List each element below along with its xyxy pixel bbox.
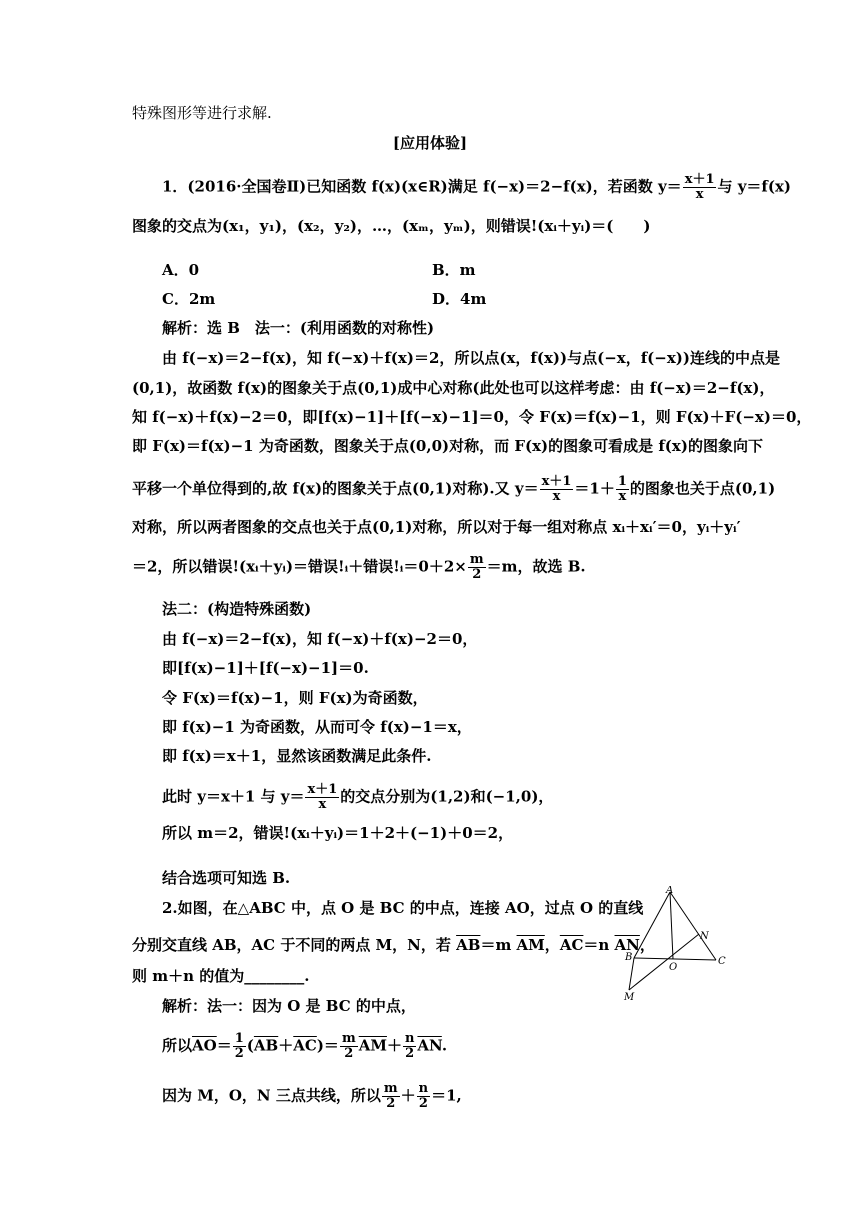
p2s3-a: 因为 M，O，N 三点共线，所以 [162,1086,381,1105]
m26-frac-den: x [318,797,327,812]
problem2-solution-line3 [162,1082,462,1111]
vector-ac-2: $\overline{AC}$ [293,1036,317,1055]
edge-bc [634,958,716,960]
method2-line5: 即 f(x)＝x＋1，显然该函数满足此条件. [162,747,432,765]
p2s3-c: ＝1, [431,1086,462,1105]
label-b: B [625,952,633,963]
p2s3-f2-den: 2 [418,1096,428,1111]
problem1-statement-line2: 图象的交点为(x₁，y₁)，(x₂，y₂)，…，(xₘ，yₘ)，则错误!(xᵢ＋yᵢ)＝( ) [132,217,651,235]
label-m: M [624,992,635,1003]
m26-post: 的交点分别为(1,2)和(−1,0)， [340,787,554,806]
vector-an-2: $\overline{AN}$ [417,1036,442,1055]
s7-frac-num: m [469,552,484,567]
p2s2-a: 所以 [162,1036,193,1055]
problem2-line1: 2.如图，在△ABC 中，点 O 是 BC 的中点，连接 AO，过点 O 的直线 [162,899,644,917]
label-c: C [718,956,726,967]
p2s2-c: ( [246,1036,254,1055]
s5-post: 的图象也关于点(0,1) [629,479,776,498]
p2s2-fraction1 [233,1032,246,1061]
triangle-figure [612,886,732,1006]
solution-line1: 由 f(−x)＝2−f(x)，知 f(−x)＋f(x)＝2，所以点(x，f(x))与点(−x，f(−x))连线的中点是 [162,349,780,367]
method2-line2: 即[f(x)−1]＋[f(−x)−1]＝0. [162,659,369,677]
method2-heading: 法二：(构造特殊函数) [162,600,312,618]
p2s3-fraction1 [382,1082,400,1111]
problem2-line2 [132,935,655,955]
p2-l2-d: ＝n [583,936,615,954]
p2s2-f1-num: 1 [234,1031,244,1046]
m26-fraction [305,783,339,812]
s5-frac2-num: 1 [617,474,627,489]
label-a: A [666,886,674,896]
p2s3-b: ＋ [400,1086,416,1105]
s5-frac1-den: x [552,489,561,504]
vector-ao: $\overline{AO}$ [192,1036,217,1055]
method2-line4: 即 f(x)−1 为奇函数，从而可令 f(x)−1＝x， [162,718,472,736]
p2-l2-a: 分别交直线 AB，AC 于不同的两点 M，N，若 [132,936,457,954]
s5-fraction1 [540,475,574,504]
p2s2-fraction3 [403,1032,416,1061]
label-n: N [700,931,709,942]
solution-line5 [132,475,775,504]
p1-l1-pre: 1．(2016·全国卷Ⅱ)已知函数 f(x)(x∈R)满足 f(−x)＝2−f(x)，若函数 y＝ [162,177,682,196]
m26-frac-num: x＋1 [307,782,338,797]
vector-an: $\overline{AN}$ [614,936,640,954]
p2s3-f1-num: m [383,1081,398,1096]
edge-ac [670,892,716,960]
s5-mid: ＝1＋ [574,479,615,498]
p2-l2-e: ， [639,936,655,954]
solution-line2: (0,1)，故函数 f(x)的图象关于点(0,1)成中心对称(此处也可以这样考虑：由 f(−x)＝2−f(x)， [132,379,775,397]
p1-fraction [683,173,717,202]
p2s2-f3-num: n [404,1031,415,1046]
p2s2-f2-den: 2 [344,1046,354,1061]
vector-ab: $\overline{AB}$ [456,936,481,954]
solution-line7 [132,553,586,582]
p2s2-fraction2 [340,1032,358,1061]
intro-line: 特殊图形等进行求解. [132,104,272,122]
s7-fraction [468,553,486,582]
p2s2-h: . [441,1036,448,1055]
s5-frac2-den: x [618,489,627,504]
option-a: A．0 [162,261,200,279]
p1-l1-post: 与 y＝f(x) [717,177,792,196]
problem2-line3: 则 m＋n 的值为________. [132,967,310,985]
p2-l2-b: ＝m [480,936,517,954]
p2s2-f1-den: 2 [234,1046,244,1061]
p1-frac-den: x [695,187,704,202]
solution-heading: 解析：选 B 法一：(利用函数的对称性) [162,319,435,337]
method2-line1: 由 f(−x)＝2−f(x)，知 f(−x)＋f(x)−2＝0， [162,630,478,648]
p2s3-f2-num: n [418,1081,429,1096]
solution-line4: 即 F(x)＝f(x)−1 为奇函数，图象关于点(0,0)对称，而 F(x)的图象可看成是 f(x)的图象向下 [132,437,763,455]
segment-ao [670,892,673,959]
method2-line7: 所以 m＝2，错误!(xᵢ＋yᵢ)＝1＋2＋(−1)＋0＝2， [162,824,514,842]
problem2-solution-line2 [162,1032,447,1061]
p2s2-f3-den: 2 [405,1046,415,1061]
p2s2-b: ＝ [216,1036,232,1055]
method2-line3: 令 F(x)＝f(x)−1，则 F(x)为奇函数， [162,689,428,707]
solution-line6: 对称，所以两者图象的交点也关于点(0,1)对称，所以对于每一组对称点 xᵢ＋xᵢ′＝0，yᵢ＋yᵢ′ [132,518,741,536]
s5-fraction2 [616,475,629,504]
label-o: O [669,962,678,973]
s7-pre: ＝2，所以错误!(xᵢ＋yᵢ)＝错误!ᵢ＋错误!ᵢ＝0＋2× [132,557,467,576]
option-d: D．4m [432,290,487,308]
option-b: B．m [432,261,476,279]
vector-am: $\overline{AM}$ [516,936,545,954]
method2-line6 [162,783,553,812]
solution-line3: 知 f(−x)＋f(x)−2＝0，即[f(x)−1]＋[f(−x)−1]＝0，令 F(x)＝f(x)−1，则 F(x)＋F(−x)＝0， [132,408,812,426]
m26-pre: 此时 y＝x＋1 与 y＝ [162,787,305,806]
s5-pre: 平移一个单位得到的,故 f(x)的图象关于点(0,1)对称).又 y＝ [132,479,539,498]
problem2-solution-line1: 解析：法一：因为 O 是 BC 的中点， [162,997,416,1015]
vector-ab-2: $\overline{AB}$ [253,1036,279,1055]
line-mn [629,934,699,990]
p1-frac-num: x＋1 [684,172,715,187]
section-heading: [应用体验] [392,134,468,152]
p2s2-g: ＋ [386,1036,402,1055]
p2-l2-c: ， [544,936,560,954]
method2-line8: 结合选项可知选 B. [162,869,291,887]
s5-frac1-num: x＋1 [541,474,572,489]
p2s2-f2-num: m [341,1031,356,1046]
edge-ab [634,892,670,958]
vector-ac: $\overline{AC}$ [559,936,584,954]
s7-post: ＝m，故选 B. [486,557,586,576]
problem1-statement-line1 [162,173,791,202]
s7-frac-den: 2 [472,567,482,582]
option-c: C．2m [162,290,216,308]
p2s2-e: )＝ [316,1036,339,1055]
p2s3-f1-den: 2 [386,1096,396,1111]
p2s3-fraction2 [417,1082,430,1111]
vector-am-2: $\overline{AM}$ [358,1036,387,1055]
p2s2-d: ＋ [278,1036,294,1055]
